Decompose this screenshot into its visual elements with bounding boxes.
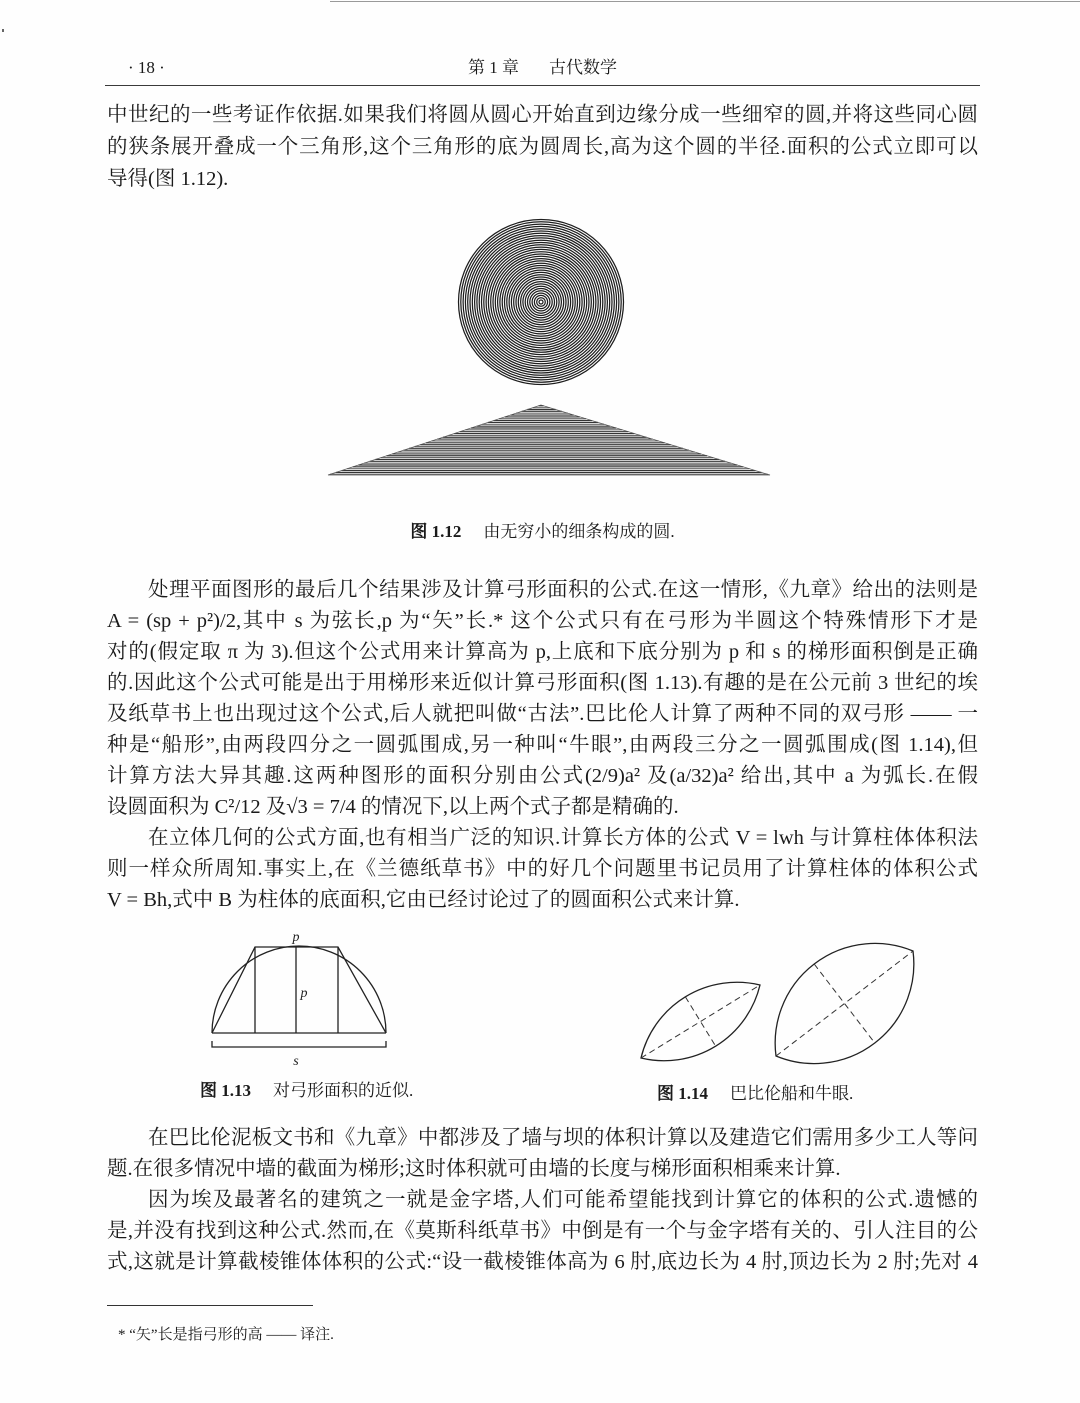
chord-label: s (293, 1054, 299, 1069)
concentric-ring (539, 300, 543, 304)
text-line: 是,并没有找到这种公式.然而,在《莫斯科纸草书》中倒是有一个与金字塔有关的、引人注目的公 (107, 1220, 978, 1242)
concentric-ring (498, 259, 585, 346)
caption-text: 巴比伦船和牛眼. (730, 1084, 854, 1103)
figure-1-13-caption (200, 1079, 413, 1103)
chord-bracket (212, 1041, 386, 1047)
paragraph-4 (107, 1123, 978, 1185)
figure-1-14-caption (657, 1082, 853, 1106)
scan-edge-line (330, 1, 1080, 2)
circular-segment-arc (212, 946, 386, 1033)
scan-speck (2, 29, 4, 32)
concentric-circle (459, 220, 624, 385)
trapezoid-outline (212, 947, 386, 1033)
figure-1-13-illustration (200, 925, 400, 1070)
caption-text: 对弓形面积的近似. (273, 1081, 414, 1100)
concentric-ring (523, 284, 559, 320)
concentric-ring (491, 252, 592, 353)
concentric-ring (537, 298, 546, 307)
figure-1-12-caption (107, 520, 978, 544)
ox-eye-short-axis (814, 964, 875, 1043)
text-block (107, 1123, 978, 1278)
concentric-ring (484, 245, 598, 359)
concentric-ring (475, 236, 608, 369)
concentric-ring (461, 222, 621, 382)
footnote-rule (107, 1305, 313, 1306)
concentric-ring (514, 275, 569, 330)
text-line: A = (sp + p²)/2,其中 s 为弦长,p 为“矢”长.* 这个公式只有在弓形为半圆这个特殊情形下才是 (107, 610, 978, 632)
text-line: 对的(假定取 π 为 3).但这个公式用来计算高为 p,上底和下底分别为 p 和 s 的梯形面积倒是正确 (107, 641, 978, 663)
chapter-heading (105, 56, 980, 80)
running-head (105, 56, 980, 80)
concentric-ring (468, 229, 615, 376)
page-number: · 18 · (128, 58, 165, 77)
text-line: 在巴比伦泥板文书和《九章》中都涉及了墙与坝的体积计算以及建造它们需用多少工人等问 (148, 1127, 978, 1149)
figure-number: 图 1.14 (657, 1084, 708, 1103)
paragraph-3 (107, 823, 978, 916)
concentric-ring (521, 282, 562, 323)
unrolled-strip-triangle (330, 406, 767, 474)
text-line: 的.因此这个公式可能是出于用梯形来近似计算弓形面积(图 1.13).有趣的是在公元前 3 世纪的埃 (107, 672, 978, 694)
text-line: 设圆面积为 C²/12 及√3 = 7/4 的情况下,以上两个式子都是精确的. (107, 796, 679, 818)
text-line: 计算方法大异其趣.这两种图形的面积分别由公式(2/9)a² 及(a/32)a² 给出,其中 a 为弧长.在假 (107, 765, 978, 787)
text-line: 式,这就是计算截棱锥体体积的公式:“设一截棱锥体高为 6 肘,底边长为 4 肘,顶边长为 2 肘;先对 4 (107, 1251, 978, 1273)
top-width-label: p (292, 930, 300, 945)
text-line: 题.在很多情况中墙的截面为梯形;这时体积就可由墙的长度与梯形面积相乘来计算. (107, 1158, 841, 1180)
text-line: 及纸草书上也出现过这个公式,后人就把叫做“古法”.巴比伦人计算了两种不同的双弓形 —— 一 (107, 703, 978, 725)
caption-text: 由无穷小的细条构成的圆. (483, 522, 675, 541)
text-line: 导得(图 1.12). (107, 168, 229, 190)
boat-short-axis (685, 997, 715, 1046)
text-line: 则一样众所周知.事实上,在《兰德纸草书》中的好几个问题里书记员用了计算柱体的体积公式 (107, 858, 978, 880)
text-block (107, 99, 978, 195)
text-line: 处理平面图形的最后几个结果涉及计算弓形面积的公式.在这一情形,《九章》给出的法则是 (148, 579, 978, 601)
figure-number: 图 1.13 (200, 1081, 251, 1100)
text-block (107, 575, 978, 916)
text-line: V = Bh,式中 B 为柱体的底面积,它由已经讨论过了的圆面积公式来计算. (107, 889, 740, 911)
ox-eye-lens-outline (775, 943, 914, 1063)
figure-1-14-illustration (630, 940, 925, 1065)
chapter-label: 第 1 章 (468, 58, 519, 77)
concentric-ring (477, 238, 605, 366)
figure-number: 图 1.12 (410, 522, 462, 541)
concentric-ring (507, 268, 575, 336)
paragraph-5 (107, 1185, 978, 1278)
header-rule (105, 85, 980, 86)
text-line: 种是“船形”,由两段四分之一圆弧围成,另一种叫“牛眼”,由两段三分之一圆弧围成(图 1.14),但 (107, 734, 978, 756)
footnote: * “矢”长是指弓形的高 —— 译注. (118, 1327, 334, 1343)
text-line: 的狭条展开叠成一个三角形,这个三角形的底为圆周长,高为这个圆的半径.面积的公式立即可以 (107, 136, 978, 158)
paragraph-2 (107, 575, 978, 823)
boat-lens-outline (641, 982, 760, 1060)
text-line: 中世纪的一些考证作依据.如果我们将圆从圆心开始直到边缘分成一些细窄的圆,并将这些同心圆 (107, 104, 978, 126)
chapter-title: 古代数学 (549, 58, 617, 77)
concentric-ring (530, 291, 552, 313)
text-line: 因为埃及最著名的建筑之一就是金字塔,人们可能希望能找到计算它的体积的公式.遗憾的 (148, 1189, 978, 1211)
height-label: p (300, 986, 308, 1001)
ox-eye-long-axis (776, 951, 913, 1056)
paragraph-1 (107, 99, 978, 195)
concentric-ring (500, 261, 582, 343)
figure-1-12-illustration (320, 210, 780, 485)
text-line: 在立体几何的公式方面,也有相当广泛的知识.计算长方体的公式 V = lwh 与计算柱体体积法 (148, 827, 978, 849)
